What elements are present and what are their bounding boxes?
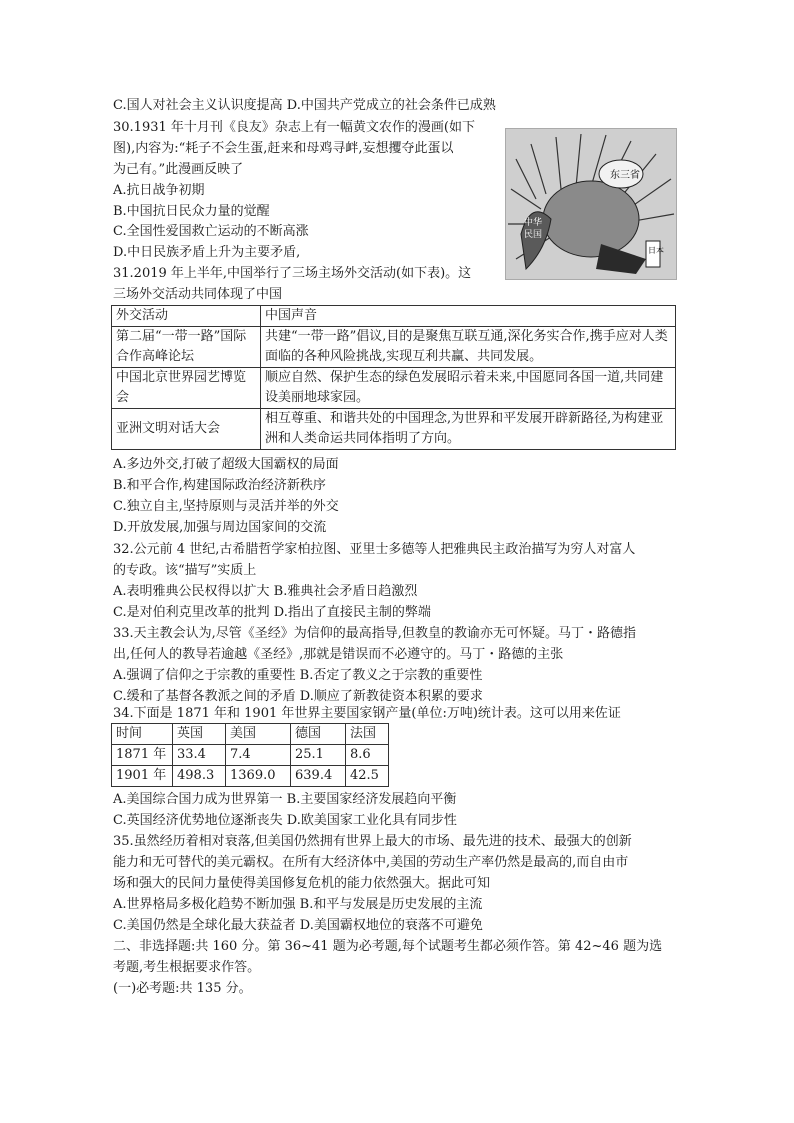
- question-30-stem: 为己有。”此漫画反映了: [113, 162, 244, 177]
- question-32-options-ab: A.表明雅典公民权得以扩大 B.雅典社会矛盾日趋激烈: [113, 584, 418, 599]
- question-31-stem: 31.2019 年上半年,中国举行了三场主场外交活动(如下表)。这: [113, 266, 472, 281]
- table-row: [112, 766, 389, 787]
- question-30-option-a: A.抗日战争初期: [113, 183, 205, 198]
- question-30-option-b: B.中国抗日民众力量的觉醒: [113, 204, 270, 219]
- question-30-stem: 30.1931 年十月刊《良友》杂志上有一幅黄文农作的漫画(如下: [113, 120, 475, 135]
- question-33-options-cd: C.缓和了基督各教派之间的矛盾 D.顺应了新教徒资本积累的要求: [113, 689, 483, 704]
- question-34-options-cd: C.英国经济优势地位逐渐丧失 D.欧美国家工业化具有同步性: [113, 813, 457, 828]
- question-33-stem: 33.天主教会认为,尽管《圣经》为信仰的最高指导,但教皇的教谕亦无可怀疑。马丁・路德指: [113, 626, 636, 641]
- table-row: [112, 327, 676, 368]
- table-header-cell: 德国: [291, 724, 346, 745]
- table-cell: 639.4: [291, 766, 346, 787]
- table-cell: 42.5: [346, 766, 389, 787]
- table-cell: 33.4: [173, 745, 226, 766]
- table-header-cell: 外交活动: [112, 306, 261, 327]
- table-cell: 498.3: [173, 766, 226, 787]
- question-31-option-a: A.多边外交,打破了超级大国霸权的局面: [113, 457, 339, 472]
- question-32-stem: 32.公元前 4 世纪,古希腊哲学家柏拉图、亚里士多德等人把雅典民主政治描写为穷人对富人: [113, 542, 636, 557]
- label-china-1: 中华: [524, 218, 543, 228]
- question-30-option-c: C.全国性爱国救亡运动的不断高涨: [113, 224, 309, 239]
- table-cell: 第二届“一带一路”国际合作高峰论坛: [112, 327, 261, 368]
- question-35-stem: 35.虽然经历着相对衰落,但美国仍然拥有世界上最大的市场、最先进的技术、最强大的创新: [113, 834, 632, 849]
- table-row: [112, 409, 676, 450]
- table-cell: 顺应自然、保护生态的绿色发展昭示着未来,中国愿同各国一道,共同建设美丽地球家园。: [261, 368, 676, 409]
- steel-output-table: [111, 723, 389, 787]
- table-header-row: [112, 306, 676, 327]
- cartoon-illustration: [505, 128, 677, 280]
- table-cell: 7.4: [226, 745, 291, 766]
- table-cell: 中国北京世界园艺博览会: [112, 368, 261, 409]
- table-row: [112, 368, 676, 409]
- table-cell: 1871 年: [112, 745, 173, 766]
- question-33-stem: 出,任何人的教导若逾越《圣经》,那就是错误而不必遵守的。马丁・路德的主张: [113, 647, 564, 662]
- question-35-stem: 能力和无可替代的美元霸权。在所有大经济体中,美国的劳动生产率仍然是最高的,而自由市: [113, 855, 629, 870]
- question-35-options-cd: C.美国仍然是全球化最大获益者 D.美国霸权地位的衰落不可避免: [113, 918, 483, 933]
- question-31-option-d: D.开放发展,加强与周边国家间的交流: [113, 520, 327, 535]
- table-cell: 8.6: [346, 745, 389, 766]
- label-east-three-provinces: 东三省: [610, 170, 640, 181]
- table-cell: 1369.0: [226, 766, 291, 787]
- question-34-stem: 34.下面是 1871 年和 1901 年世界主要国家钢产量(单位:万吨)统计表。这可以用来佐证: [113, 706, 621, 721]
- question-31-option-b: B.和平合作,构建国际政治经济新秩序: [113, 478, 326, 493]
- table-header-cell: 法国: [346, 724, 389, 745]
- table-cell: 25.1: [291, 745, 346, 766]
- section-2-heading: 二、非选择题:共 160 分。第 36~41 题为必考题,每个试题考生都必须作答。第 42~46 题为选: [113, 939, 663, 954]
- question-30-stem: 图),内容为:“耗子不会生蛋,赶来和母鸡寻衅,妄想攫夺此蛋以: [113, 141, 454, 156]
- table-row: [112, 745, 389, 766]
- table-header-cell: 时间: [112, 724, 173, 745]
- section-2-heading: 考题,考生根据要求作答。: [113, 960, 261, 975]
- table-cell: 相互尊重、和谐共处的中国理念,为世界和平发展开辟新路径,为构建亚洲和人类命运共同体指明了方向。: [261, 409, 676, 450]
- table-cell: 1901 年: [112, 766, 173, 787]
- table-header-cell: 中国声音: [261, 306, 676, 327]
- question-32-stem: 的专政。该“描写”实质上: [113, 563, 257, 578]
- table-cell: 亚洲文明对话大会: [112, 409, 261, 450]
- question-31-option-c: C.独立自主,坚持原则与灵活并举的外交: [113, 499, 339, 514]
- table-header-cell: 美国: [226, 724, 291, 745]
- question-32-options-cd: C.是对伯利克里改革的批判 D.指出了直接民主制的弊端: [113, 605, 431, 620]
- table-cell: 共建“一带一路”倡议,目的是聚焦互联互通,深化务实合作,携手应对人类面临的各种风险挑战,实现互利共赢、共同发展。: [261, 327, 676, 368]
- diplomacy-table: [111, 305, 676, 450]
- question-31-stem: 三场外交活动共同体现了中国: [113, 287, 283, 302]
- question-35-options-ab: A.世界格局多极化趋势不断加强 B.和平与发展是历史发展的主流: [113, 897, 483, 912]
- section-2-subheading: (一)必考题:共 135 分。: [113, 981, 252, 996]
- question-35-stem: 场和强大的民间力量使得美国修复危机的能力依然强大。据此可知: [113, 876, 491, 891]
- text-line: C.国人对社会主义认识度提高 D.中国共产党成立的社会条件已成熟: [113, 98, 496, 113]
- question-30-option-d: D.中日民族矛盾上升为主要矛盾,: [113, 245, 301, 260]
- table-header-row: [112, 724, 389, 745]
- table-header-cell: 英国: [173, 724, 226, 745]
- question-34-options-ab: A.美国综合国力成为世界第一 B.主要国家经济发展趋向平衡: [113, 792, 457, 807]
- label-japan: 日本: [648, 246, 664, 255]
- label-china-2: 民国: [524, 230, 543, 240]
- question-33-options-ab: A.强调了信仰之于宗教的重要性 B.否定了教义之于宗教的重要性: [113, 668, 483, 683]
